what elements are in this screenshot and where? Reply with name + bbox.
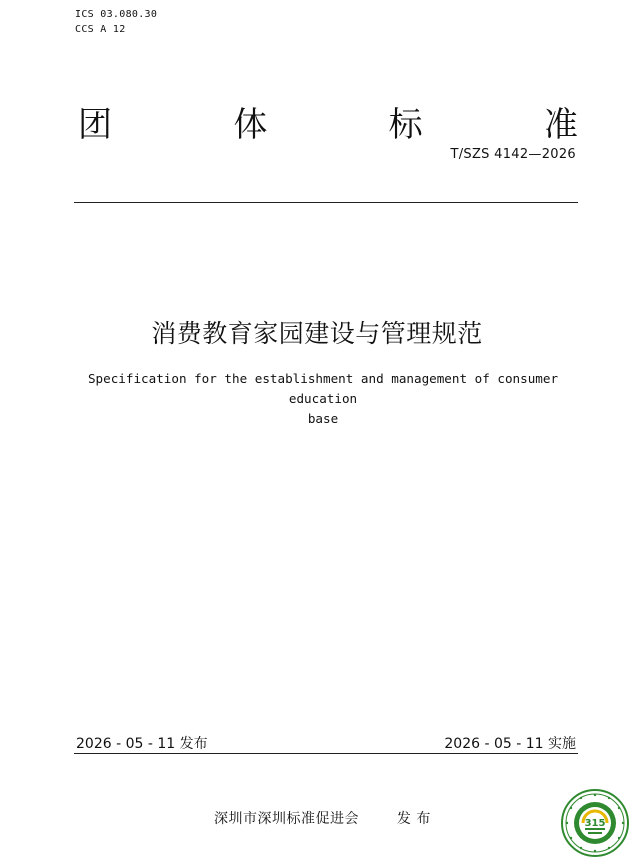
document-title-en bbox=[62, 369, 584, 429]
seal-center-text: 315 bbox=[584, 818, 606, 829]
top-divider bbox=[74, 202, 578, 203]
publish-date: 2026 - 05 - 11 发布 bbox=[76, 736, 208, 752]
implement-date: 2026 - 05 - 11 实施 bbox=[444, 736, 576, 752]
ics-code: ICS 03.080.30 bbox=[75, 9, 158, 20]
title-en-line-2: base bbox=[307, 411, 339, 426]
organization-seal-icon bbox=[561, 789, 629, 857]
heading-char-4: 准 bbox=[543, 105, 578, 145]
heading-char-3: 标 bbox=[388, 105, 423, 145]
publish-action: 发 布 bbox=[396, 811, 431, 827]
publisher-line bbox=[214, 808, 431, 828]
bottom-divider bbox=[74, 753, 578, 754]
standard-type-heading bbox=[78, 97, 578, 146]
heading-char-2: 体 bbox=[233, 105, 268, 145]
document-title-cn: 消费教育家园建设与管理规范 bbox=[151, 319, 483, 348]
publisher-name: 深圳市深圳标准促进会 bbox=[214, 811, 359, 827]
heading-char-1: 团 bbox=[78, 105, 112, 145]
title-en-line-1: Specification for the establishment and management of consumer education bbox=[87, 371, 559, 406]
standard-number: T/SZS 4142—2026 bbox=[450, 147, 576, 162]
ccs-code: CCS A 12 bbox=[75, 24, 126, 35]
